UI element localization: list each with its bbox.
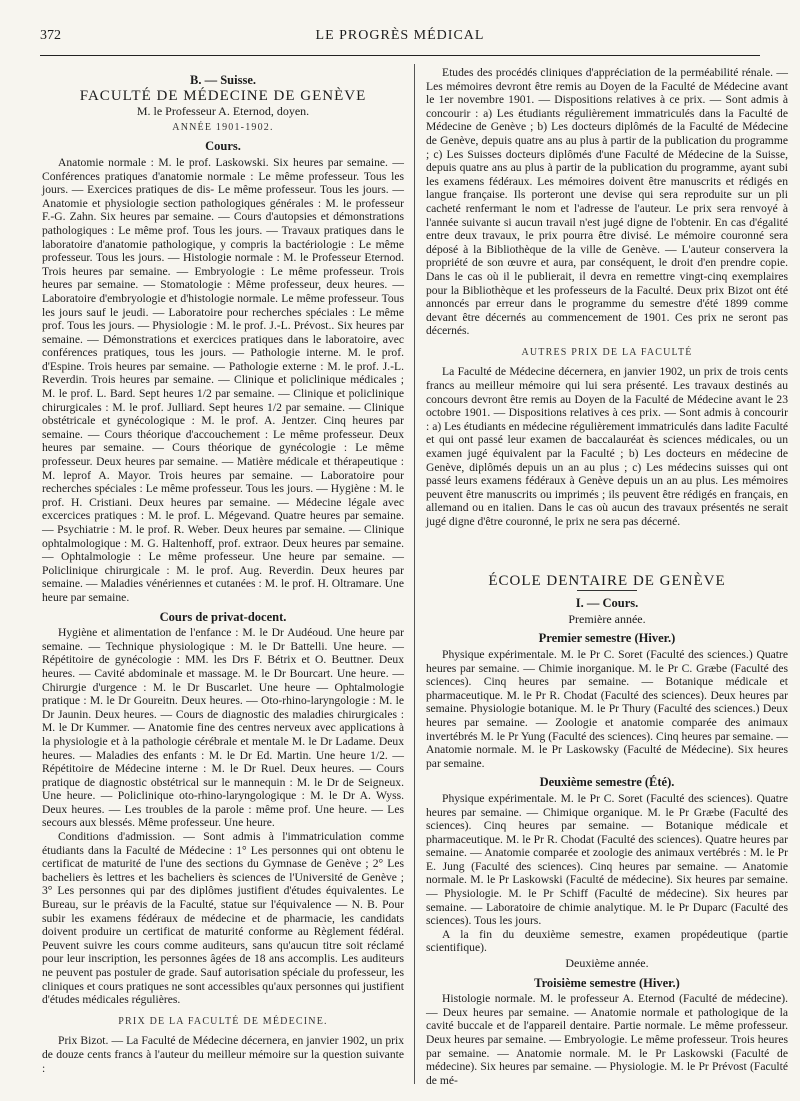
year-one-heading: Première année. <box>568 611 646 626</box>
year-two-heading: Deuxième année. <box>565 956 649 971</box>
prix-bizot-continued: Etudes des procédés cliniques d'appréciation de la perméabilité rénale. — Les mémoires devront être remis au Doyen de la Faculté de Médecine avant le 1er novembre 1901. — Dispositions relatives à ce prix. — Sont admis à concourir : a) Les étudiants régulièrement immatriculés dans la Faculté de Médecine de Genève ; b) Les docteurs diplômés de la Faculté de Médecine de Genève, depuis quatre ans au plus à partir de la publication du programme ; c) Les Suisses docteurs diplômés d'une Faculté de Médecine de la Suisse, depuis quatre ans au plus à partir de la publication du programme, ayant subi les examens fédéraux. Les mémoires doivent être manuscrits et rédigés en langue française. Ils porteront une devise qui sera reproduite sur un pli cacheté renfermant le nom et l'adresse de l'auteur. Le prix sera renvoyé à l'année suivante si aucun travail n'est jugé digne de l'obtenir. En cas d'égalité entre deux travaux, le prix pourra être divisé. Le mémoire couronné sera déposé à la Bibliothèque de la ville de Genève. — L'auteur conservera la propriété de son œuvre et aura, par conséquent, le droit d'en prendre copie. Dans le cas où il le publierait, il devra en remettre vingt-cinq exemplaires pour la Bibliothèque et les professeurs de la Faculté. Deux prix Bizot ont été annoncés par erreur dans le programme du semestre d'été 1899 comme devant être décernés au commencement de 1901. Ces prix ne seront pas décernés. <box>426 66 788 338</box>
faculty-title: FACULTÉ DE MÉDECINE DE GENÈVE <box>79 87 367 104</box>
cours-heading: Cours. <box>205 139 241 154</box>
section-gap <box>426 529 788 573</box>
autres-prix-heading: AUTRES PRIX DE LA FACULTÉ <box>521 346 693 358</box>
section-heading: B. — Suisse. <box>190 73 256 87</box>
page-header <box>40 28 760 50</box>
semester-three-body: Histologie normale. M. le professeur A. Eternod (Faculté de médecine). — Deux heures par semaine. — Anatomie normale et pathologique de la cavité buccale et de l'appareil dentaire. Partie normale. Le même professeur. Deux heures par semaine. — Embryologie. Le même professeur. Trois heures par semaine. — Anatomie normale. M. le Pr Laskowski (Faculté de médecine). Six heures par semaine. — Physiologie. M. le Pr Prévost (Faculté de mé- <box>426 992 788 1087</box>
conditions-body: Conditions d'admission. — Sont admis à l'immatriculation comme étudiants dans la Faculté de Médecine : 1° Les personnes qui ont obtenu le certificat de maturité de l'une des sections du Gymnase de Genève ; 2° Les bacheliers ès lettres et les bacheliers ès sciences de l'Université de Genève ; 3° Les personnes qui par des diplômes justifient d'études équivalentes. Le Bureau, sur le préavis de la Faculté, statue sur l'équivalence — N. B. Pour subir les examens fédéraux de médecine et de pharmacie, les candidats doivent produire un certificat de maturité conforme au Règlement fédéral. Peuvent suivre les cours comme auditeurs, sans qu'aucun titre soit réclamé pour leur inscription, les personnes âgées de 18 ans accomplis. Les auditeurs ne peuvent pas postuler de grade. Sauf autorisation spéciale du professeur, les cliniques et cours pratiques ne sont accessibles qu'aux personnes qui justifient d'études médicales régulières. <box>42 830 404 1007</box>
running-title: LE PROGRÈS MÉDICAL <box>315 28 485 43</box>
autres-prix-body: La Faculté de Médecine décernera, en janvier 1902, un prix de trois cents francs au meilleur mémoire qui lui sera présenté. Les travaux destinés au concours devront être remis au Doyen de la Faculté de Médecine avant le 23 octobre 1901. — Dispositions relatives à ces prix. — Sont admis à concourir : a) Les étudiants en médecine régulièrement immatriculés dans ladite Faculté et qui ont passé leur examen de baccalauréat ès sciences médicales, ou un examen jugé équivalent par la Faculté ; b) Les docteurs en médecine de Genève, diplômés depuis un an au plus ; c) Les médecins suisses qui ont passé leurs examens fédéraux à Genève depuis un an au plus. Les mémoires peuvent être manuscrits ou imprimés ; ils peuvent être rédigés en français, en allemand ou en italien. Dans le cas où aucun des travaux présentés ne serait jugé digne d'être couronné, le prix ne sera pas décerné. <box>426 365 788 528</box>
semester-two-heading: Deuxième semestre (Été). <box>539 775 675 790</box>
dean-line: M. le Professeur A. Eternod, doyen. <box>136 104 310 119</box>
privat-docent-body: Hygiène et alimentation de l'enfance : M. le Dr Audéoud. Une heure par semaine. — Technique physiologique : M. le Dr Battelli. Une heure. — Répétitoire de gynécologie : MM. les Drs F. Bétrix et O. Beuttner. Deux heures. — Cavité abdominale et massage. M. le Dr Bourcart. Une heure. — Chirurgie d'urgence : M. le Dr Buscarlet. Une heure — Ophtalmologie pratique : M. le Dr Goureitn. Deux heures. — Oto-rhino-laryngologie : M. le Dr Jaunin. Deux heures. — Cours de diagnostic des maladies chirurgicales : M. le Dr Kummer. — Anatomie fine des centres nerveux avec applications à la physiologie et à la pathologie cérébrale et mentale M. le Dr Ladame. Deux heures. — Maladies des enfants : M. le Dr Ed. Martin. Une heure 1/2. — Répétitoire de Médecine interne : M. le Dr Ruel. Deux heures. — Cours pratique de diagnostic obstétrical sur le mannequin : M. le Dr de Seigneux. Une heure. — Policlinique oto-rhino-laryngologique : M. le Dr A. Wyss. Deux heures. — Les troubles de la parole : même prof. Une heure. — Les secours aux blessés. Même professeur. Une heure. <box>42 626 404 830</box>
prix-bizot-body: Prix Bizot. — La Faculté de Médecine décernera, en janvier 1902, un prix de douze cents francs à l'auteur du meilleur mémoire sur la question suivante : <box>42 1034 404 1075</box>
academic-year: ANNÉE 1901-1902. <box>172 121 274 133</box>
ecole-cours-heading: I. — Cours. <box>575 596 639 611</box>
left-column <box>42 66 404 1075</box>
semester-three-heading: Troisième semestre (Hiver.) <box>534 975 680 990</box>
prix-heading: PRIX DE LA FACULTÉ DE MÉDECINE. <box>118 1015 328 1027</box>
semester-two-note: A la fin du deuxième semestre, examen propédeutique (partie scientifique). <box>426 927 788 955</box>
ecole-dentaire-title: ÉCOLE DENTAIRE DE GENÈVE <box>488 572 726 589</box>
semester-one-heading: Premier semestre (Hiver.) <box>538 631 676 646</box>
header-rule <box>40 55 760 56</box>
privat-docent-heading: Cours de privat-docent. <box>159 609 287 624</box>
right-column <box>426 66 788 1087</box>
semester-two-body: Physique expérimentale. M. le Pr C. Soret (Faculté des sciences). Quatre heures par semaine. — Chimique organique. M. le Pr Græbe (Faculté des sciences). Cinq heures par semaine. — Botanique médicale et pharmaceutique. M. le Pr R. Chodat (Faculté des sciences). Quatre heures par semaine. — Anatomie comparée et zoologie des animaux vertébrés : M. le Pr E. Jung (Faculté des sciences). Cinq heures par semaine. — Anatomie normale. M. le Pr Laskowski (Faculté de médecine). Six heures par semaine. — Physiologie. M. le Pr Schiff (Faculté de médecine). Six heures par semaine. — Laboratoire de chimie analytique. M. le Pr Duparc (Faculté des sciences). Tous les jours. <box>426 791 788 928</box>
column-divider <box>414 64 415 1084</box>
cours-body: Anatomie normale : M. le prof. Laskowski. Six heures par semaine. — Conférences pratiques d'anatomie normale : Le même professeur. Tous les jours. — Exercices pratiques de dis- Le même professeur. Tous les jours. — Anatomie et physiologie section pathologiques générales : M. le professeur F.-G. Zahn. Six heures par semaine. — Cours d'autopsies et démonstrations pathologiques : Le même prof. Tous les jours. — Travaux pratiques dans le laboratoire d'anatomie pathologique, y compris la bactériologie : Le même professeur. Tous les jours. — Histologie normale : M. le Professeur Eternod. Trois heures par semaine. — Embryologie : Le même professeur. Trois heures par semaine. — Stomatologie : Même professeur, deux heures. — Laboratoire d'embryologie et d'histologie normale. Le même professeur. Tous les jours sauf le jeudi. — Laboratoire pour recherches spéciales : Le même prof. Tous les jours. — Physiologie : M. le prof. J.-L. Prévost.. Six heures par semaine. — Démonstrations et exercices pratiques dans le laboratoire, avec conférences pratiques, tous les jours. — Pathologie interne. M. le prof. d'Espine. Trois heures par semaine. — Pathologie externe : M. le prof. J.-L. Reverdin. Trois heures par semaine. — Clinique et policlinique médicales ; M. le prof. L. Bard. Sept heures 1/2 par semaine. — Clinique et policlinique chirurgicales : M. le prof. Julliard. Sept heures 1/2 par semaine. — Clinique obstétricale et gynécologique : M. le prof. A. Jentzer. Cinq heures par semaine. — Cours théorique d'accouchement : Le même professeur. Deux heures par semaine. — Cours théorique de gynécologie : Le même professeur. Deux heures par semaine. — Matière médicale et thérapeutique : M. leprof A. Mayor. Trois heures par semaine. — Laboratoire pour recherches spéciales : Le même professeur. Tous les jours. — Hygiène : M. le prof. H. Cristiani. Deux heures par semaine. — Médecine légale avec excercices pratiques : M. le prof. L. Mégevand. Quatre heures par semaine. — Psychiatrie : M. le prof. R. Weber. Deux heures par semaine. — Clinique ophtalmologique : M. G. Haltenhoff, prof. extraor. Deux heures par semaine. — Ophtalmologie : Le même professeur. Une heure par semaine. — Policlinique chirurgicale : M. le prof. Aug. Reverdin. Deux heures par semaine. — Maladies vénériennes et cutanées : M. le prof. H. Oltramare. Une heure par semaine. <box>42 155 404 604</box>
semester-one-body: Physique expérimentale. M. le Pr C. Soret (Faculté des sciences.) Quatre heures par semaine. — Chimie inorganique. M. le Pr C. Græbe (Faculté des sciences). Cinq heures par semaine. — Botanique médicale et pharmaceutique. M. le Pr R. Chodat (Faculté des sciences). Deux heures par semaine. Physiologie botanique. M. le Pr Thury (Faculté des sciences.) Deux heures par semaine. — Zoologie et anatomie comparée des animaux invertébrés M. le Pr Yung (Faculté des sciences). Cinq heures par semaine. — Anatomie normale. M. le Pr Laskowsky (Faculté de Médecine). Six heures par semaine. <box>426 647 788 770</box>
page-number: 372 <box>40 28 61 43</box>
title-rule <box>577 590 637 591</box>
